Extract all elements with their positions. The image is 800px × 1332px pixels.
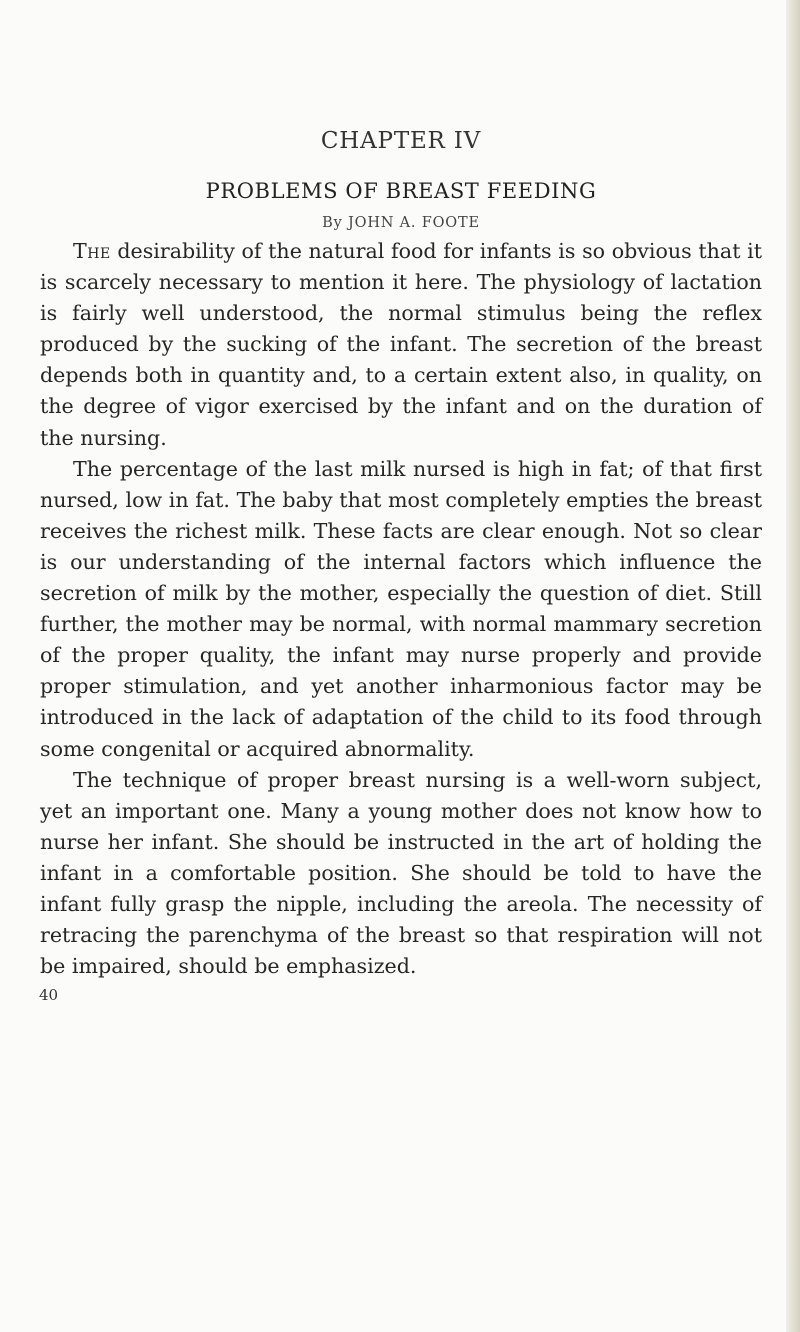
paragraph-3: The technique of proper breast nursing is a well-worn subject, yet an important one. Many a young mother does not know how to nurse her infant. She should be instructed in the art of holding the infant in a comfortable position. She should be told to have the infant fully grasp the nipple, including the areola. The necessity of retracing the parenchyma of the breast so that respiration will not be impaired, should be emphasized.: [40, 767, 762, 979]
author-byline: By JOHN A. FOOTE: [322, 215, 480, 231]
article-title: PROBLEMS OF BREAST FEEDING: [205, 179, 597, 203]
page-number: 40: [39, 986, 59, 1005]
book-page: [40, 118, 762, 1006]
chapter-heading: CHAPTER IV: [320, 128, 482, 154]
paragraph-2: The percentage of the last milk nursed is high in fat; of that first nursed, low in fat. The baby that most completely empties the breast receives the richest milk. These facts are clear enough. Not so clear is our understanding of the internal factors which influence the secretion of milk by the mother, especially the question of diet. Still further, the mother may be normal, with normal mammary secretion of the proper quality, the infant may nurse properly and provide proper stimulation, and yet another inharmonious factor may be introduced in the lack of adaptation of the child to its food through some congenital or acquired abnormality.: [40, 456, 762, 761]
opening-word: The: [73, 239, 111, 263]
page-edge-shadow: [786, 0, 800, 1332]
paragraph-1: [40, 236, 762, 454]
body-text: [40, 236, 762, 982]
paragraph-1-text: desirability of the natural food for infants is so obvious that it is scarcely necessary to mention it here. The physiology of lactation is fairly well understood, the normal stimulus being the reflex produced by the sucking of the infant. The secretion of the breast depends both in quantity and, to a certain extent also, in quality, on the degree of vigor exercised by the infant and on the duration of the nursing.: [40, 239, 762, 450]
